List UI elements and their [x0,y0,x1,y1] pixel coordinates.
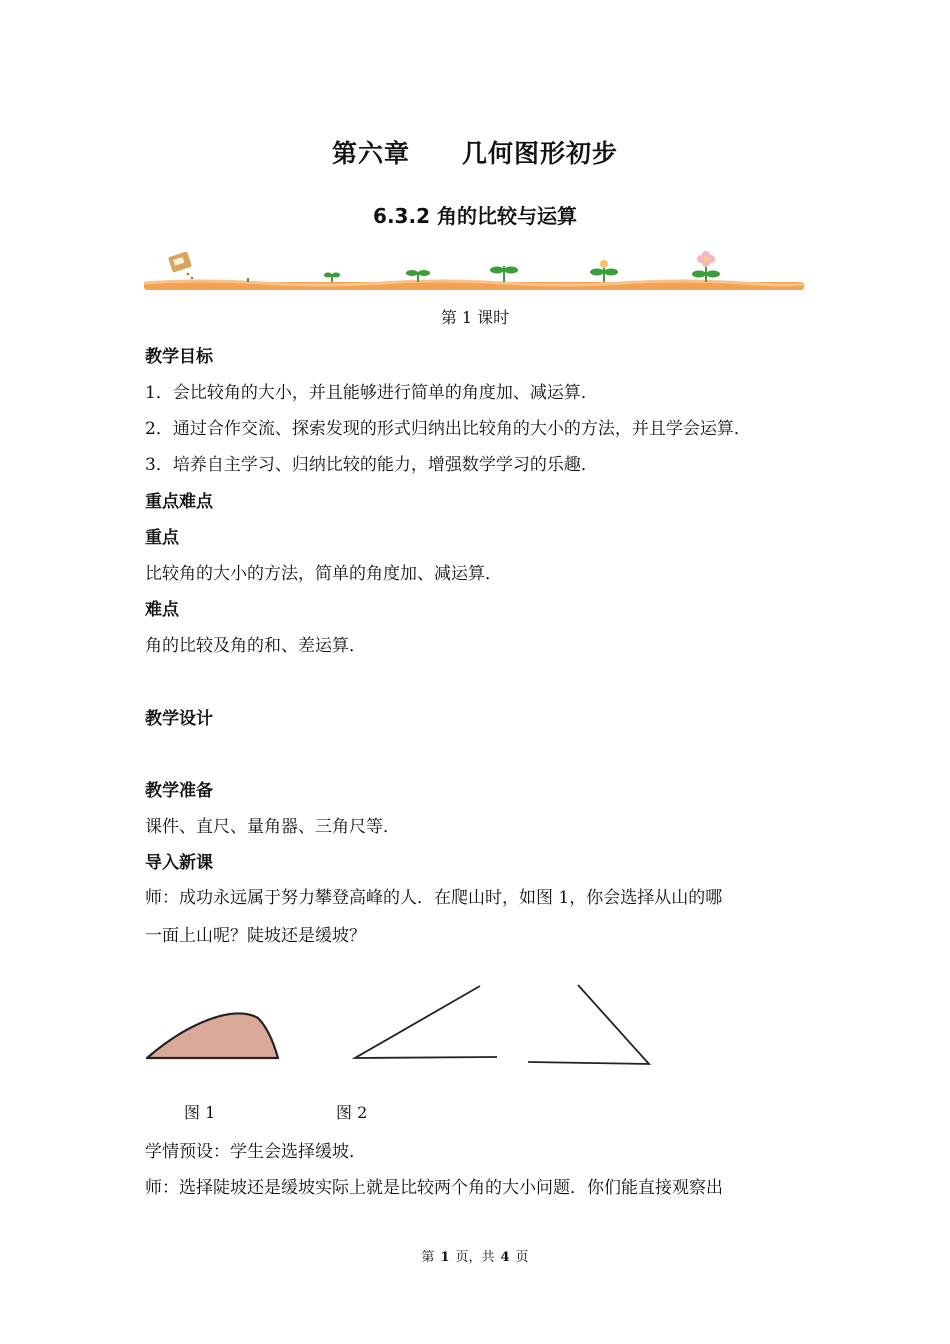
preset-text: 学情预设：学生会选择缓坡． [145,1142,366,1162]
plant-icon [490,266,518,282]
preparation-heading: 教学准备 [145,781,213,801]
difficult-heading: 难点 [145,600,179,620]
footer-prefix: 第 [421,1250,435,1265]
design-heading: 教学设计 [145,709,213,729]
sprout-icon [324,273,340,283]
acute-angle-figure [350,982,500,1062]
steep-angle-figure [524,982,654,1068]
preparation-text: 课件、直尺、量角器、三角尺等． [145,817,400,837]
decorative-growth-banner [142,248,808,296]
goal-item-3: 3．培养自主学习、归纳比较的能力，增强数学学习的乐趣． [145,455,598,475]
lesson-label: 第 1 课时 [440,308,510,327]
flower-icon [692,251,720,282]
ground-strip-icon [144,281,804,290]
teaching-goals-heading: 教学目标 [145,347,213,367]
goal-item-1: 1．会比较角的大小，并且能够进行简单的角度加、减运算． [145,383,598,403]
intro-line-1: 师：成功永远属于努力攀登高峰的人．在爬山时，如图 1，你会选择从山的哪 [145,888,723,908]
chapter-label: 第六章 [331,139,410,168]
figure-2-caption: 图 2 [336,1103,368,1122]
chapter-name: 几何图形初步 [462,139,619,168]
current-page-number: 1 [440,1250,450,1265]
total-pages-number: 4 [500,1250,510,1265]
difficult-text: 角的比较及角的和、差运算． [145,636,366,656]
footer-middle: 页，共 [455,1250,495,1265]
key-points-heading: 重点难点 [145,492,213,512]
teacher-line: 师：选择陡坡还是缓坡实际上就是比较两个角的大小问题．你们能直接观察出 [145,1178,723,1198]
figure-1-caption: 图 1 [184,1103,216,1122]
seed-bag-icon [168,251,193,279]
chapter-title [0,134,950,170]
goal-item-2: 2．通过合作交流、探索发现的形式归纳出比较角的大小的方法，并且学会运算． [145,419,751,439]
key-text: 比较角的大小的方法，简单的角度加、减运算． [145,564,502,584]
page-footer [0,1246,950,1265]
budding-plant-icon [590,260,618,282]
key-heading: 重点 [145,528,179,548]
footer-suffix: 页 [515,1250,529,1265]
mountain-figure [144,1008,282,1062]
section-title: 6.3.2 角的比较与运算 [373,204,577,228]
intro-heading: 导入新课 [145,853,213,873]
intro-line-2: 一面上山呢？陡坡还是缓坡？ [145,926,366,946]
